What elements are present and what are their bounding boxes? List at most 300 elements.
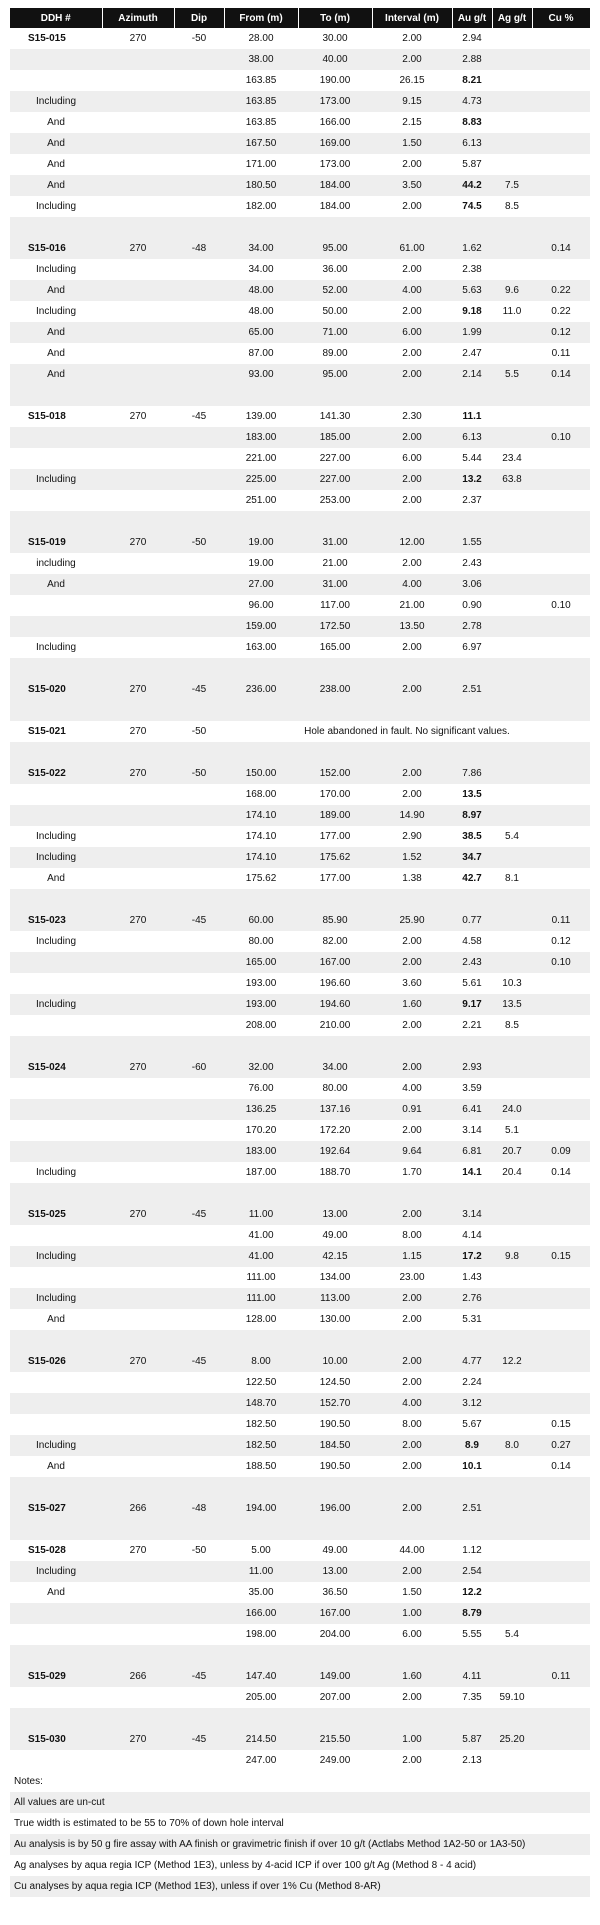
au-cell: 10.1 (462, 1461, 482, 1472)
spacer-row (10, 1519, 590, 1540)
interval-qualifier (10, 70, 102, 91)
to-cell: 85.90 (298, 910, 372, 931)
from-cell: 182.50 (224, 1435, 298, 1456)
to-cell: 172.20 (319, 1125, 351, 1136)
table-row (10, 637, 590, 658)
au-cell: 5.87 (452, 1729, 492, 1750)
ag-cell: 20.4 (502, 1167, 522, 1178)
from-cell: 93.00 (224, 364, 298, 385)
azimuth-cell (102, 91, 174, 112)
dip-cell (174, 1288, 224, 1309)
interval-cell: 2.90 (402, 831, 422, 842)
cu-cell (532, 1750, 590, 1771)
interval-cell: 2.00 (402, 642, 422, 653)
azimuth-cell (102, 448, 174, 469)
to-cell: 196.00 (298, 1498, 372, 1519)
ag-cell: 24.0 (492, 1099, 532, 1120)
to-cell: 207.00 (319, 1692, 351, 1703)
interval-cell: 2.00 (402, 1377, 422, 1388)
from-cell: 180.50 (224, 175, 298, 196)
cu-cell (532, 490, 590, 511)
from-cell: 5.00 (251, 1545, 271, 1556)
azimuth-cell (102, 931, 174, 952)
dip-cell (174, 364, 224, 385)
interval-cell: 23.00 (399, 1272, 425, 1283)
from-cell: 80.00 (248, 936, 274, 947)
interval-cell: 2.15 (402, 117, 422, 128)
dip-cell (174, 91, 224, 112)
spacer-cell (10, 1477, 590, 1498)
table-row (10, 1540, 590, 1561)
to-cell: 82.00 (322, 936, 348, 947)
interval-qualifier: And (47, 1314, 65, 1325)
cu-cell (532, 763, 590, 784)
cu-cell (532, 469, 590, 490)
cu-cell: 0.15 (551, 1419, 571, 1430)
to-cell: 42.15 (298, 1246, 372, 1267)
table-row (10, 1309, 590, 1330)
dip-cell (174, 133, 224, 154)
dip-cell (174, 1372, 224, 1393)
cu-cell (532, 1687, 590, 1708)
spacer-row (10, 889, 590, 910)
au-cell: 3.14 (462, 1125, 482, 1136)
to-cell: 34.00 (298, 1057, 372, 1078)
from-cell: 208.00 (245, 1020, 277, 1031)
from-cell: 236.00 (224, 679, 298, 700)
spacer-cell (10, 1183, 590, 1204)
interval-cell: 1.70 (402, 1167, 422, 1178)
ag-cell: 5.4 (505, 831, 519, 842)
table-row (10, 448, 590, 469)
dip-cell: -45 (174, 1351, 224, 1372)
interval-cell: 2.00 (402, 1461, 422, 1472)
from-cell: 19.00 (224, 532, 298, 553)
table-row (10, 469, 590, 490)
from-cell: 32.00 (224, 1057, 298, 1078)
au-cell: 1.43 (462, 1272, 482, 1283)
interval-qualifier (10, 595, 102, 616)
spacer-row (10, 511, 590, 532)
au-cell: 2.54 (452, 1561, 492, 1582)
interval-qualifier (10, 616, 102, 637)
interval-cell: 6.00 (402, 453, 422, 464)
azimuth-cell (102, 826, 174, 847)
au-cell: 2.51 (452, 1498, 492, 1519)
cu-cell: 0.10 (532, 427, 590, 448)
from-cell: 65.00 (224, 322, 298, 343)
dip-cell (174, 1414, 224, 1435)
interval-qualifier (10, 1372, 102, 1393)
from-cell: 60.00 (224, 910, 298, 931)
dip-cell (174, 1120, 224, 1141)
interval-cell: 2.00 (402, 348, 422, 359)
dip-cell: -60 (174, 1057, 224, 1078)
cu-cell: 0.22 (551, 306, 571, 317)
hole-id: S15-029 (10, 1666, 102, 1687)
interval-qualifier: And (47, 1461, 65, 1472)
table-row (10, 595, 590, 616)
azimuth-cell: 270 (102, 1204, 174, 1225)
au-cell: 2.43 (452, 952, 492, 973)
to-cell: 52.00 (298, 280, 372, 301)
table-row (10, 1414, 590, 1435)
interval-cell: 2.00 (402, 33, 422, 44)
ag-cell (492, 1372, 532, 1393)
azimuth-cell: 266 (102, 1498, 174, 1519)
azimuth-cell (102, 154, 174, 175)
dip-cell (174, 469, 224, 490)
from-cell: 150.00 (224, 763, 298, 784)
azimuth-cell (102, 1141, 174, 1162)
ag-cell (492, 427, 532, 448)
cu-cell: 0.09 (532, 1141, 590, 1162)
azimuth-cell (102, 112, 174, 133)
dip-cell (174, 1750, 224, 1771)
from-cell: 168.00 (245, 789, 277, 800)
from-cell: 76.00 (248, 1083, 274, 1094)
from-cell: 41.00 (248, 1230, 274, 1241)
ag-cell (492, 91, 532, 112)
to-cell: 238.00 (298, 679, 372, 700)
dip-cell (174, 301, 224, 322)
hole-id: S15-015 (28, 33, 66, 44)
au-cell: 3.14 (452, 1204, 492, 1225)
au-cell: 0.77 (452, 910, 492, 931)
table-row (10, 1624, 590, 1645)
header-interval: Interval (m) (372, 8, 452, 28)
to-cell: 196.60 (319, 978, 351, 989)
from-cell: 174.10 (224, 847, 298, 868)
au-cell: 8.83 (462, 117, 482, 128)
spacer-row (10, 217, 590, 238)
au-cell: 6.13 (452, 133, 492, 154)
cu-cell (532, 448, 590, 469)
from-cell: 159.00 (224, 616, 298, 637)
interval-cell: 2.00 (402, 159, 422, 170)
cu-cell (532, 1225, 590, 1246)
interval-cell: 9.64 (372, 1141, 452, 1162)
interval-qualifier (10, 1141, 102, 1162)
ag-cell (492, 1414, 532, 1435)
cu-cell (532, 1624, 590, 1645)
note-line: True width is estimated to be 55 to 70% of down hole interval (14, 1818, 284, 1829)
to-cell: 188.70 (319, 1167, 351, 1178)
ag-cell (492, 595, 532, 616)
to-cell: 31.00 (298, 574, 372, 595)
dip-cell (174, 595, 224, 616)
interval-qualifier: Including (10, 91, 102, 112)
note-line: Cu analyses by aqua regia ICP (Method 1E3), unless if over 1% Cu (Method 8-AR) (10, 1876, 590, 1897)
from-cell: 182.00 (245, 201, 277, 212)
note-line: Au analysis is by 50 g fire assay with AA finish or gravimetric finish if over 10 g/t (Actlabs Method 1A2-50 or 1A3-50) (10, 1834, 590, 1855)
dip-cell (174, 259, 224, 280)
from-cell: 11.00 (224, 1561, 298, 1582)
interval-cell: 25.90 (372, 910, 452, 931)
cu-cell (532, 973, 590, 994)
dip-cell (174, 490, 224, 511)
dip-cell (174, 1099, 224, 1120)
header-dip: Dip (174, 8, 224, 28)
interval-cell: 3.60 (402, 978, 422, 989)
dip-cell (174, 1561, 224, 1582)
au-cell: 12.2 (462, 1587, 482, 1598)
from-cell: 170.20 (245, 1125, 277, 1136)
interval-qualifier: Including (35, 201, 77, 212)
spacer-cell (10, 385, 590, 406)
interval-qualifier (10, 448, 102, 469)
au-cell: 2.21 (462, 1020, 482, 1031)
dip-cell: -45 (174, 910, 224, 931)
cu-cell: 0.27 (532, 1435, 590, 1456)
hole-id: S15-030 (10, 1729, 102, 1750)
table-row (10, 133, 590, 154)
ag-cell (492, 133, 532, 154)
hole-id: S15-020 (10, 679, 102, 700)
interval-cell: 2.00 (402, 264, 422, 275)
dip-cell (174, 1246, 224, 1267)
ag-cell (492, 112, 532, 133)
from-cell: 165.00 (224, 952, 298, 973)
azimuth-cell (102, 973, 174, 994)
ag-cell (492, 259, 532, 280)
ag-cell (492, 1225, 532, 1246)
interval-cell: 8.00 (402, 1230, 422, 1241)
spacer-cell (10, 700, 590, 721)
interval-qualifier (10, 1393, 102, 1414)
ag-cell (492, 1267, 532, 1288)
dip-cell (174, 1225, 224, 1246)
interval-cell: 1.15 (372, 1246, 452, 1267)
from-cell: 122.50 (245, 1377, 277, 1388)
interval-cell: 12.00 (372, 532, 452, 553)
hole-id: S15-027 (10, 1498, 102, 1519)
ag-cell: 25.20 (492, 1729, 532, 1750)
to-cell: 95.00 (298, 364, 372, 385)
interval-cell: 2.00 (372, 1204, 452, 1225)
from-cell: 11.00 (224, 1204, 298, 1225)
ag-cell: 10.3 (502, 978, 522, 989)
interval-qualifier (10, 427, 102, 448)
hole-id: S15-018 (28, 411, 66, 422)
table-row (10, 259, 590, 280)
dip-cell (174, 1015, 224, 1036)
table-row (10, 1603, 590, 1624)
dip-cell (174, 574, 224, 595)
ag-cell (492, 490, 532, 511)
spacer-cell (10, 889, 590, 910)
to-cell: 190.50 (319, 1461, 351, 1472)
to-cell: 253.00 (319, 495, 351, 506)
table-row (10, 1015, 590, 1036)
ag-cell (492, 343, 532, 364)
dip-cell: -50 (174, 763, 224, 784)
from-cell: 111.00 (224, 1288, 298, 1309)
to-cell: 194.60 (298, 994, 372, 1015)
from-cell: 214.50 (224, 1729, 298, 1750)
au-cell: 2.76 (452, 1288, 492, 1309)
table-row (10, 574, 590, 595)
ag-cell (492, 1309, 532, 1330)
cu-cell (532, 847, 590, 868)
dip-cell (174, 175, 224, 196)
azimuth-cell: 270 (102, 679, 174, 700)
azimuth-cell (102, 1393, 174, 1414)
interval-cell: 2.00 (402, 936, 422, 947)
azimuth-cell (102, 427, 174, 448)
from-cell: 35.00 (248, 1587, 274, 1598)
cu-cell (532, 1099, 590, 1120)
cu-cell (532, 175, 590, 196)
to-cell: 184.50 (298, 1435, 372, 1456)
ag-cell (492, 238, 532, 259)
to-cell: 10.00 (298, 1351, 372, 1372)
interval-qualifier (10, 952, 102, 973)
to-cell: 184.00 (319, 201, 351, 212)
ag-cell (492, 931, 532, 952)
spacer-cell (10, 1330, 590, 1351)
interval-cell: 2.00 (372, 1288, 452, 1309)
from-cell: 48.00 (248, 306, 274, 317)
interval-qualifier (10, 1687, 102, 1708)
header-azimuth: Azimuth (102, 8, 174, 28)
to-cell: 130.00 (319, 1314, 351, 1325)
cu-cell (532, 1561, 590, 1582)
to-cell: 167.00 (298, 952, 372, 973)
table-row (10, 238, 590, 259)
azimuth-cell: 270 (102, 1057, 174, 1078)
azimuth-cell (102, 490, 174, 511)
from-cell: 38.00 (224, 49, 298, 70)
table-row (10, 280, 590, 301)
to-cell: 36.50 (322, 1587, 348, 1598)
from-cell: 175.62 (245, 873, 277, 884)
au-cell: 5.31 (462, 1314, 482, 1325)
table-row (10, 49, 590, 70)
to-cell: 227.00 (319, 453, 351, 464)
table-row (10, 364, 590, 385)
interval-cell: 2.00 (372, 679, 452, 700)
spacer-cell (10, 658, 590, 679)
cu-cell (532, 1498, 590, 1519)
to-cell: 177.00 (319, 831, 351, 842)
notes-section (10, 1771, 590, 1897)
table-row (10, 532, 590, 553)
table-row (10, 1078, 590, 1099)
au-cell: 1.12 (462, 1545, 482, 1556)
interval-cell: 44.00 (399, 1545, 425, 1556)
dip-cell (174, 343, 224, 364)
ag-cell: 13.5 (492, 994, 532, 1015)
cu-cell (532, 805, 590, 826)
hole-id: S15-022 (10, 763, 102, 784)
table-row (10, 196, 590, 217)
interval-cell: 2.00 (402, 1314, 422, 1325)
cu-cell (532, 1120, 590, 1141)
interval-qualifier (10, 784, 102, 805)
interval-cell: 2.00 (402, 789, 422, 800)
ag-cell (492, 1456, 532, 1477)
interval-cell: 2.00 (402, 495, 422, 506)
from-cell: 148.70 (224, 1393, 298, 1414)
cu-cell (532, 868, 590, 889)
to-cell: 166.00 (319, 117, 351, 128)
table-header-row (10, 8, 590, 28)
table-row (10, 1582, 590, 1603)
to-cell: 165.00 (319, 642, 351, 653)
azimuth-cell (102, 1162, 174, 1183)
cu-cell (532, 1582, 590, 1603)
table-row (10, 322, 590, 343)
dip-cell (174, 994, 224, 1015)
au-cell: 5.61 (462, 978, 482, 989)
cu-cell: 0.11 (551, 348, 571, 359)
cu-cell (532, 1309, 590, 1330)
to-cell: 170.00 (319, 789, 351, 800)
to-cell: 49.00 (322, 1545, 348, 1556)
ag-cell (492, 952, 532, 973)
dip-cell (174, 322, 224, 343)
azimuth-cell (102, 595, 174, 616)
table-row (10, 1729, 590, 1750)
from-cell: 34.00 (248, 264, 274, 275)
from-cell: 147.40 (224, 1666, 298, 1687)
interval-qualifier: And (10, 280, 102, 301)
azimuth-cell (102, 133, 174, 154)
azimuth-cell (102, 868, 174, 889)
au-cell: 6.97 (462, 642, 482, 653)
dip-cell: -45 (174, 1729, 224, 1750)
to-cell: 204.00 (319, 1629, 351, 1640)
interval-cell: 2.00 (372, 1351, 452, 1372)
azimuth-cell: 270 (129, 411, 147, 422)
table-row (10, 994, 590, 1015)
ag-cell (492, 553, 532, 574)
dip-cell (174, 1624, 224, 1645)
to-cell: 190.00 (319, 75, 351, 86)
ag-cell (492, 679, 532, 700)
ag-cell: 8.0 (492, 1435, 532, 1456)
cu-cell (532, 28, 590, 49)
ag-cell: 5.5 (492, 364, 532, 385)
interval-qualifier (10, 1078, 102, 1099)
cu-cell (532, 91, 590, 112)
dip-cell: -50 (191, 726, 207, 737)
from-cell: 163.85 (224, 91, 298, 112)
dip-cell (174, 1141, 224, 1162)
interval-cell: 2.30 (402, 411, 422, 422)
ag-cell (492, 784, 532, 805)
interval-qualifier (10, 1099, 102, 1120)
to-cell: 49.00 (322, 1230, 348, 1241)
interval-cell: 6.00 (372, 322, 452, 343)
dip-cell (174, 553, 224, 574)
table-row (10, 1456, 590, 1477)
dip-cell (174, 49, 224, 70)
interval-cell: 2.00 (402, 1020, 422, 1031)
ag-cell: 5.4 (505, 1629, 519, 1640)
azimuth-cell (102, 637, 174, 658)
azimuth-cell: 270 (102, 910, 174, 931)
au-cell: 4.77 (452, 1351, 492, 1372)
au-cell: 5.44 (462, 453, 482, 464)
spacer-row (10, 658, 590, 679)
ag-cell (492, 1540, 532, 1561)
interval-qualifier: Including (35, 306, 77, 317)
cu-cell: 0.14 (551, 1167, 571, 1178)
dip-cell (174, 868, 224, 889)
interval-qualifier: And (10, 322, 102, 343)
